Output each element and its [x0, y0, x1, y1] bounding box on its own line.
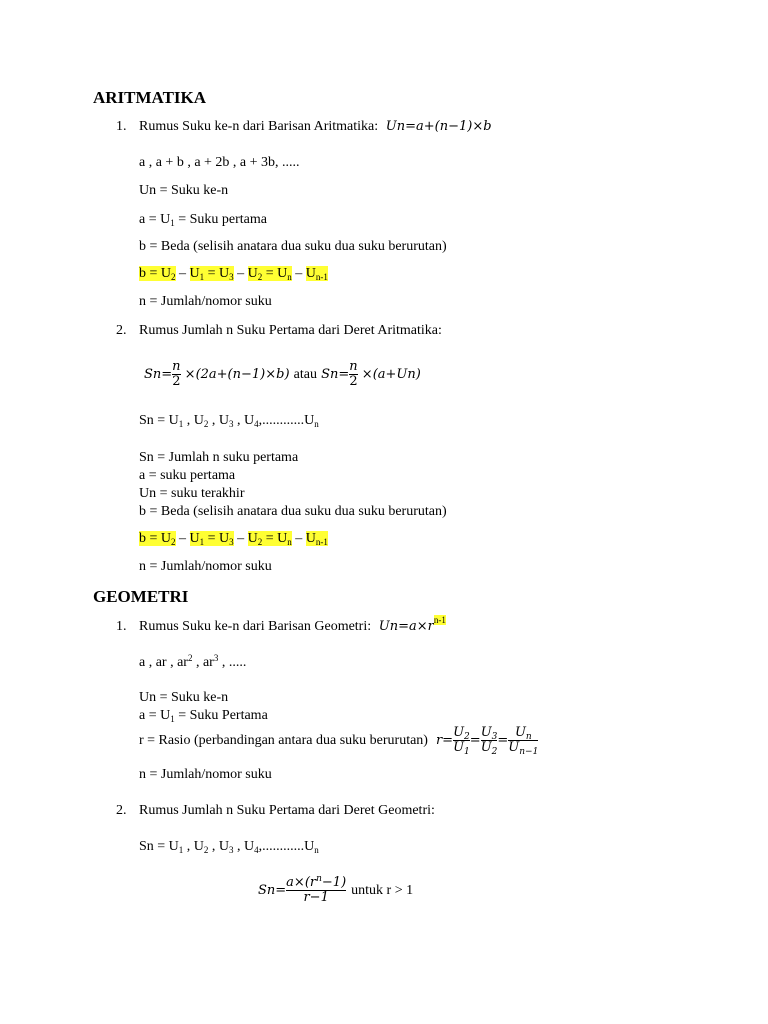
rumus-geometri-label-text: Rumus Suku ke-n dari Barisan Geometri:	[139, 619, 372, 634]
def-b-2: b = Beda (selisih anatara dua suku dua suku berurutan)	[139, 504, 447, 519]
beda-relation-2: $b = U_2 - U_1 = U_3 - U_2 = U_n - U_{n-1}$	[139, 531, 328, 547]
atau-text: atau	[293, 366, 317, 382]
formula-sn-aritmatika: Sn= $\frac{n}{2}$ ×(2a+(n−1)×b) atau Sn= $\frac{n}{2}$ ×(a+Un)	[144, 359, 421, 389]
sequence-geometri	[139, 655, 246, 671]
def-un: Un = Suku ke-n	[139, 183, 229, 198]
def-a-geo-sub: 1	[170, 714, 175, 724]
rumus-suku-label-text: Rumus Suku ke-n dari Barisan Aritmatika:	[139, 119, 379, 134]
heading-geometri: GEOMETRI	[93, 587, 189, 606]
list-number: 2.	[116, 323, 127, 338]
sn-list-geo-pre: Sn = U	[139, 839, 179, 854]
list-number: 1.	[116, 119, 127, 134]
list-number: 1.	[116, 619, 127, 634]
def-n-2: n = Jumlah/nomor suku	[139, 559, 272, 574]
sn-list-pre: Sn = U	[139, 413, 179, 428]
sequence-aritmatika: a , a + b , a + 2b , a + 3b, .....	[139, 155, 300, 170]
formula-sn-geometri: Sn= $\frac{a\times(r^n-1)}{r-1}$ untuk r > 1	[258, 874, 414, 905]
sn-list-sub-n: n	[314, 419, 319, 429]
def-un-terakhir: Un = suku terakhir	[139, 486, 245, 501]
def-a-sub: 1	[170, 218, 175, 228]
seq-post: , .....	[218, 655, 247, 670]
def-n-geo: n = Jumlah/nomor suku	[139, 767, 272, 782]
list-number: 2.	[116, 803, 127, 818]
def-un-geo: Un = Suku ke-n	[139, 690, 229, 705]
def-sn: Sn = Jumlah n suku pertama	[139, 450, 299, 465]
seq-sup3: 3	[213, 653, 219, 663]
sn-list-geo-sub-n: n	[314, 845, 319, 855]
seq-sup2: 2	[187, 653, 193, 663]
exponent-n-1: n-1	[433, 615, 446, 625]
heading-aritmatika: ARITMATIKA	[93, 88, 207, 107]
def-a	[139, 212, 267, 228]
seq-mid: , ar	[192, 655, 214, 670]
def-a-post: = Suku pertama	[174, 212, 267, 227]
def-a-suku: a = suku pertama	[139, 468, 236, 483]
rumus-suku-label	[139, 119, 492, 135]
sn-list-mid: ,............U	[258, 413, 315, 428]
beda-relation: $b = U_2 - U_1 = U_3 - U_2 = U_n - U_{n-1}$	[139, 266, 328, 282]
rumus-geometri-label	[139, 615, 446, 635]
seq-pre: a , ar , ar	[139, 655, 188, 670]
def-n: n = Jumlah/nomor suku	[139, 294, 272, 309]
sn-list: $Sn = U_1$ , $U_2$ , $U_3$ , $U_4,............U_n$	[139, 413, 319, 429]
def-rasio: r = Rasio (perbandingan antara dua suku berurutan) r= $\frac{U_2}{U_1}$ = $\frac{U_3}{U_2}$ = $\frac{U_n}{U_{n-1}}$	[139, 725, 539, 757]
def-a-geo-post: = Suku Pertama	[174, 708, 268, 723]
sn-list-geo-mid: ,............U	[258, 839, 315, 854]
def-a-geo	[139, 708, 268, 724]
def-a-geo-pre: a = U	[139, 708, 171, 723]
rumus-jumlah-geo-label: Rumus Jumlah n Suku Pertama dari Deret Geometri:	[139, 803, 435, 818]
sn-list-geo: $Sn = U_1$ , $U_2$ , $U_3$ , $U_4,............U_n$	[139, 839, 319, 855]
formula-un-aritmatika: Un=a+(n−1)×b	[381, 119, 492, 134]
def-a-pre: a = U	[139, 212, 171, 227]
condition-text: untuk r > 1	[351, 882, 414, 898]
def-b: b = Beda (selisih anatara dua suku dua suku berurutan)	[139, 239, 447, 254]
formula-un-geometri: Un=a×r	[374, 619, 434, 634]
rumus-jumlah-label: Rumus Jumlah n Suku Pertama dari Deret Aritmatika:	[139, 323, 442, 338]
def-r-text: r = Rasio (perbandingan antara dua suku berurutan)	[139, 732, 428, 748]
